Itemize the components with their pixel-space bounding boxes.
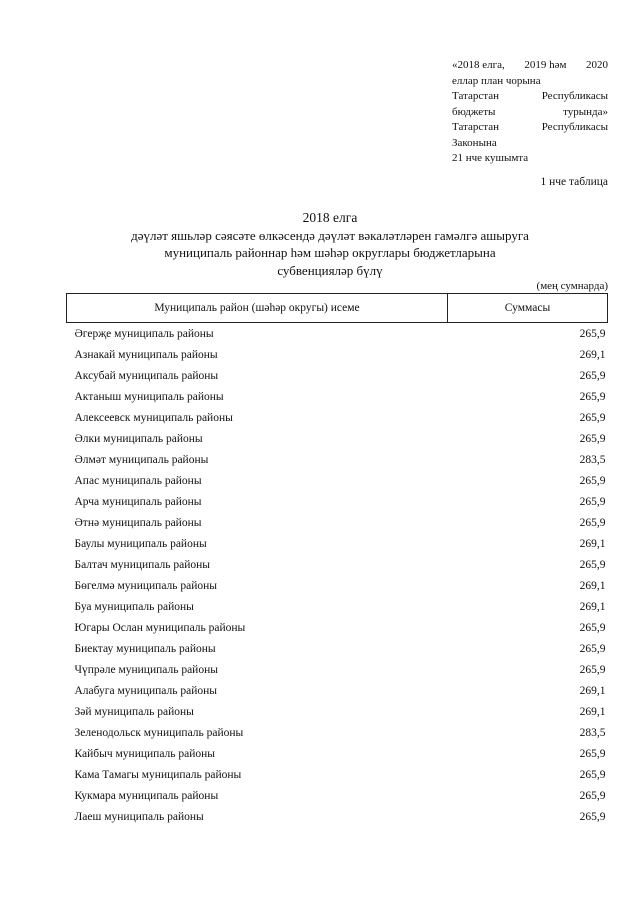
- municipality-name: Баулы муниципаль районы: [74, 537, 207, 550]
- table-row: [67, 701, 608, 722]
- amount-value: 269,1: [579, 537, 606, 550]
- municipality-name: Арча муниципаль районы: [74, 495, 202, 508]
- municipality-name: Әлки муниципаль районы: [74, 432, 203, 445]
- municipality-name: Кайбыч муниципаль районы: [74, 747, 216, 760]
- municipality-name: Балтач муниципаль районы: [74, 558, 211, 571]
- table-row: [67, 512, 608, 533]
- ref-line-1: «2018 елга, 2019 һәм 2020: [452, 59, 608, 71]
- ref-line-3: Татарстан Республикасы: [452, 90, 608, 102]
- municipality-name: Зәй муниципаль районы: [74, 705, 194, 718]
- municipality-name: Әлмәт муниципаль районы: [74, 453, 209, 466]
- table-row: [67, 554, 608, 575]
- table-row: [67, 575, 608, 596]
- unit-label: (мең сумнарда): [536, 280, 608, 292]
- table-row: [67, 617, 608, 638]
- amount-value: 283,5: [579, 726, 606, 739]
- table-row: [67, 743, 608, 764]
- table-row: [67, 323, 608, 345]
- amount-value: 265,9: [579, 495, 606, 508]
- amount-value: 265,9: [579, 621, 606, 634]
- municipality-name: Кукмара муниципаль районы: [74, 789, 219, 802]
- law-reference-block: [452, 58, 608, 167]
- amount-value: 265,9: [579, 327, 606, 340]
- amount-value: 265,9: [579, 768, 606, 781]
- header-amount: Суммасы: [448, 294, 608, 323]
- municipality-name: Әгерҗе муниципаль районы: [74, 327, 214, 340]
- ref-line-7: 21 нче кушымта: [452, 152, 529, 164]
- municipality-name: Аксубай муниципаль районы: [74, 369, 219, 382]
- table-row: [67, 407, 608, 428]
- municipality-name: Азнакай муниципаль районы: [74, 348, 218, 361]
- table-header-row: [67, 294, 608, 323]
- amount-value: 269,1: [579, 684, 606, 697]
- table-row: [67, 470, 608, 491]
- table-body: [67, 323, 608, 828]
- title-year: 2018 елга: [302, 210, 358, 225]
- table-row: [67, 365, 608, 386]
- subvention-table: [66, 293, 608, 827]
- table-row: [67, 596, 608, 617]
- municipality-name: Лаеш муниципаль районы: [74, 810, 204, 823]
- table-row: [67, 449, 608, 470]
- amount-value: 265,9: [579, 369, 606, 382]
- document-title: [60, 209, 600, 279]
- table-row: [67, 344, 608, 365]
- table-row: [67, 680, 608, 701]
- amount-value: 265,9: [579, 411, 606, 424]
- amount-value: 269,1: [579, 348, 606, 361]
- amount-value: 265,9: [579, 747, 606, 760]
- amount-value: 269,1: [579, 579, 606, 592]
- municipality-name: Чүпрәле муниципаль районы: [74, 663, 218, 676]
- amount-value: 269,1: [579, 705, 606, 718]
- title-line-4: субвенцияләр бүлү: [277, 262, 383, 278]
- ref-line-6: Законына: [452, 136, 497, 149]
- header-municipality-name: Муниципаль район (шәһәр округы) исеме: [67, 294, 448, 323]
- title-line-3: муниципаль районнар һәм шәһәр округлары бюджетларына: [164, 245, 496, 260]
- table-row: [67, 785, 608, 806]
- municipality-name: Апас муниципаль районы: [74, 474, 202, 487]
- municipality-name: Зеленодольск муниципаль районы: [74, 726, 244, 739]
- ref-line-2: еллар план чорына: [452, 74, 541, 87]
- amount-value: 265,9: [579, 390, 606, 403]
- amount-value: 265,9: [579, 663, 606, 676]
- municipality-name: Кама Тамагы муниципаль районы: [74, 768, 242, 781]
- municipality-name: Алексеевск муниципаль районы: [74, 411, 233, 424]
- municipality-name: Әтнә муниципаль районы: [74, 516, 202, 529]
- municipality-name: Алабуга муниципаль районы: [74, 684, 218, 697]
- table-row: [67, 764, 608, 785]
- table-row: [67, 659, 608, 680]
- amount-value: 283,5: [579, 453, 606, 466]
- amount-value: 265,9: [579, 810, 606, 823]
- municipality-name: Бөгелмә муниципаль районы: [74, 579, 218, 592]
- amount-value: 265,9: [579, 474, 606, 487]
- municipality-name: Актаныш муниципаль районы: [74, 390, 224, 403]
- table-row: [67, 491, 608, 512]
- ref-line-5: Татарстан Республикасы: [452, 121, 608, 133]
- title-line-2: дәүләт яшьләр сәясәте өлкәсендә дәүләт вәкаләтләрен гамәлгә ашыруга: [131, 227, 529, 243]
- amount-value: 269,1: [579, 600, 606, 613]
- table-number: 1 нче таблица: [540, 176, 608, 188]
- table-row: [67, 428, 608, 449]
- table-row: [67, 722, 608, 743]
- table-row: [67, 533, 608, 554]
- table-row: [67, 806, 608, 827]
- amount-value: 265,9: [579, 642, 606, 655]
- ref-line-4: бюджеты турында»: [452, 105, 608, 118]
- amount-value: 265,9: [579, 516, 606, 529]
- amount-value: 265,9: [579, 558, 606, 571]
- amount-value: 265,9: [579, 432, 606, 445]
- municipality-name: Биектау муниципаль районы: [74, 642, 216, 655]
- amount-value: 265,9: [579, 789, 606, 802]
- table-row: [67, 386, 608, 407]
- municipality-name: Буа муниципаль районы: [74, 600, 194, 613]
- table-row: [67, 638, 608, 659]
- municipality-name: Югары Ослан муниципаль районы: [74, 621, 246, 634]
